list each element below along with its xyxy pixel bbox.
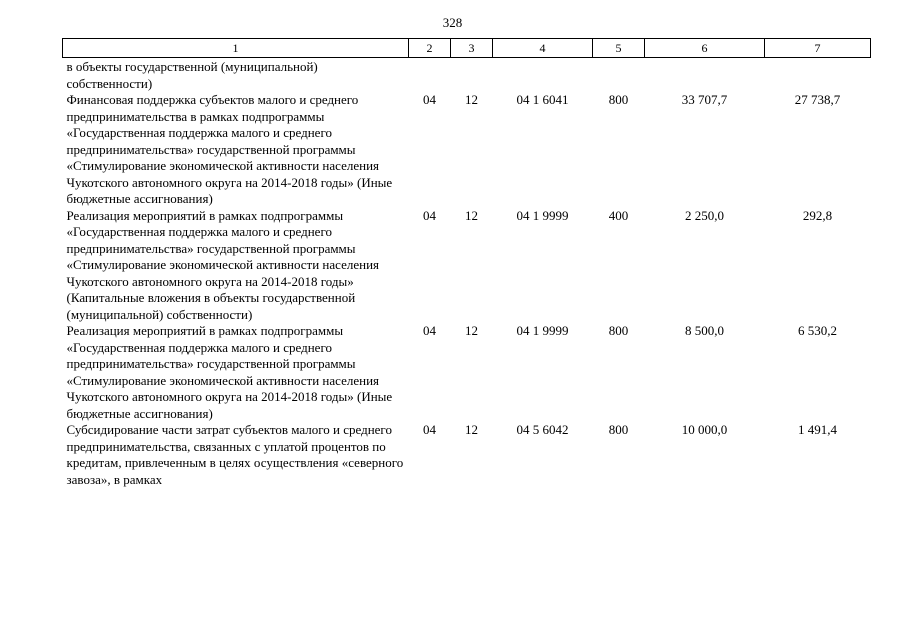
budget-table bbox=[62, 38, 871, 488]
column-header-5: 5 bbox=[593, 39, 645, 58]
table-row bbox=[63, 422, 871, 488]
row-csr: 04 1 9999 bbox=[516, 207, 569, 223]
row-csr bbox=[493, 58, 593, 93]
row-fact: 6 530,2 bbox=[798, 323, 837, 338]
table-row bbox=[63, 323, 871, 422]
row-razdel: 04 bbox=[423, 422, 436, 437]
table-row bbox=[63, 58, 871, 93]
row-name: Реализация мероприятий в рамках подпрограммы «Государственная поддержка малого и среднего предпринимательства» государственной программы «Стимулирование экономической активности населения Чукотского автономного округа на 2014-2018 годы» (Капитальные вложения в объекты государственной (муниципальной) собственности) bbox=[66, 207, 380, 322]
column-header-2: 2 bbox=[409, 39, 451, 58]
row-razdel: 04 bbox=[423, 92, 436, 107]
row-razdel bbox=[409, 58, 451, 93]
row-plan: 2 250,0 bbox=[685, 207, 724, 223]
row-fact: 1 491,4 bbox=[798, 422, 837, 437]
row-csr: 04 1 9999 bbox=[516, 323, 569, 338]
row-name: Реализация мероприятий в рамках подпрограммы «Государственная поддержка малого и среднего предпринимательства» государственной программы «Стимулирование экономической активности населения Чукотского автономного округа на 2014-2018 годы» (Иные бюджетные ассигнования) bbox=[66, 323, 393, 421]
row-csr: 04 5 6042 bbox=[516, 422, 569, 437]
column-header-7: 7 bbox=[765, 39, 871, 58]
row-name: в объекты государственной (муниципальной) собственности) bbox=[66, 59, 318, 91]
row-fact: 292,8 bbox=[802, 207, 833, 223]
row-podrazdel bbox=[451, 58, 493, 93]
column-header-3: 3 bbox=[451, 39, 493, 58]
row-plan bbox=[645, 58, 765, 93]
row-razdel: 04 bbox=[423, 323, 436, 338]
table-row bbox=[63, 92, 871, 208]
row-podrazdel: 12 bbox=[465, 422, 478, 437]
table-row bbox=[63, 208, 871, 324]
row-vr: 400 bbox=[608, 207, 629, 223]
row-vr: 800 bbox=[608, 92, 629, 107]
row-podrazdel: 12 bbox=[465, 207, 478, 223]
row-name: Финансовая поддержка субъектов малого и среднего предпринимательства в рамках подпрограммы «Государственная поддержка малого и среднего предпринимательства» государственной программы «Стимулирование экономической активности населения Чукотского автономного округа на 2014-2018 годы» (Иные бюджетные ассигнования) bbox=[66, 92, 393, 206]
row-vr: 800 bbox=[608, 323, 629, 338]
row-plan: 33 707,7 bbox=[681, 92, 728, 107]
row-fact: 27 738,7 bbox=[794, 92, 841, 107]
row-fact bbox=[765, 58, 871, 93]
row-vr: 800 bbox=[608, 422, 629, 437]
row-podrazdel: 12 bbox=[465, 92, 478, 107]
row-podrazdel: 12 bbox=[465, 323, 478, 338]
row-vr bbox=[593, 58, 645, 93]
row-name: Субсидирование части затрат субъектов малого и среднего предпринимательства, связанных с уплатой процентов по кредитам, привлеченным в целях осуществления «северного завоза», в рамках bbox=[66, 422, 404, 487]
row-csr: 04 1 6041 bbox=[516, 92, 569, 107]
row-plan: 10 000,0 bbox=[681, 422, 728, 437]
page-number: 328 bbox=[442, 15, 463, 30]
row-plan: 8 500,0 bbox=[685, 323, 724, 338]
row-razdel: 04 bbox=[423, 207, 436, 223]
column-header-4: 4 bbox=[493, 39, 593, 58]
column-header-1: 1 bbox=[63, 39, 409, 58]
column-header-6: 6 bbox=[645, 39, 765, 58]
column-number-header-row bbox=[63, 39, 871, 58]
